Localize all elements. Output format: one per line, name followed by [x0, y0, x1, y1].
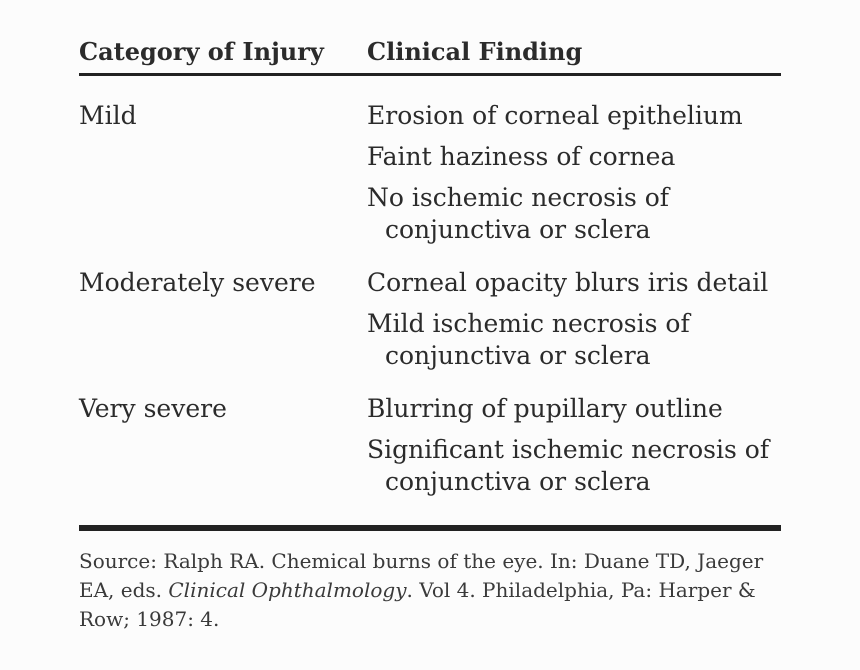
finding-item [367, 393, 781, 425]
finding-item [367, 141, 781, 173]
findings-cell [367, 267, 781, 381]
category-cell: Moderately severe [79, 268, 316, 297]
finding-line: Mild ischemic necrosis of [367, 309, 690, 338]
header-category: Category of Injury [79, 37, 324, 66]
finding-line: Blurring of pupillary outline [367, 394, 723, 423]
category-cell: Mild [79, 101, 137, 130]
finding-item [367, 267, 781, 299]
injury-table [79, 32, 781, 634]
findings-cell [367, 393, 781, 507]
table-row-moderately-severe [79, 267, 781, 381]
source-citation [79, 547, 781, 634]
table-row-very-severe [79, 393, 781, 507]
finding-item [367, 100, 781, 132]
finding-continuation: conjunctiva or sclera [385, 467, 651, 496]
finding-continuation: conjunctiva or sclera [385, 215, 651, 244]
table-header-row [79, 32, 781, 72]
finding-continuation: conjunctiva or sclera [385, 341, 651, 370]
footer-rule [79, 525, 781, 531]
category-cell: Very severe [79, 394, 227, 423]
table-row-mild [79, 100, 781, 255]
findings-cell [367, 100, 781, 255]
source-text: Source: Ralph RA. Chemical burns of the eye. In: Duane TD, Jaeger EA, eds. [79, 549, 764, 602]
finding-item [367, 434, 781, 498]
header-finding: Clinical Finding [367, 37, 583, 66]
source-book-title: Clinical Ophthalmology [168, 578, 407, 602]
finding-line: Significant ischemic necrosis of [367, 435, 770, 464]
finding-item [367, 182, 781, 246]
finding-line: Corneal opacity blurs iris detail [367, 268, 769, 297]
table-body [79, 76, 781, 507]
finding-line: Faint haziness of cornea [367, 142, 676, 171]
finding-line: No ischemic necrosis of [367, 183, 670, 212]
finding-item [367, 308, 781, 372]
finding-line: Erosion of corneal epithelium [367, 101, 743, 130]
source-text-end: . Vol 4. Philadelphia, Pa: Harper & Row; 1987: 4. [79, 578, 756, 631]
